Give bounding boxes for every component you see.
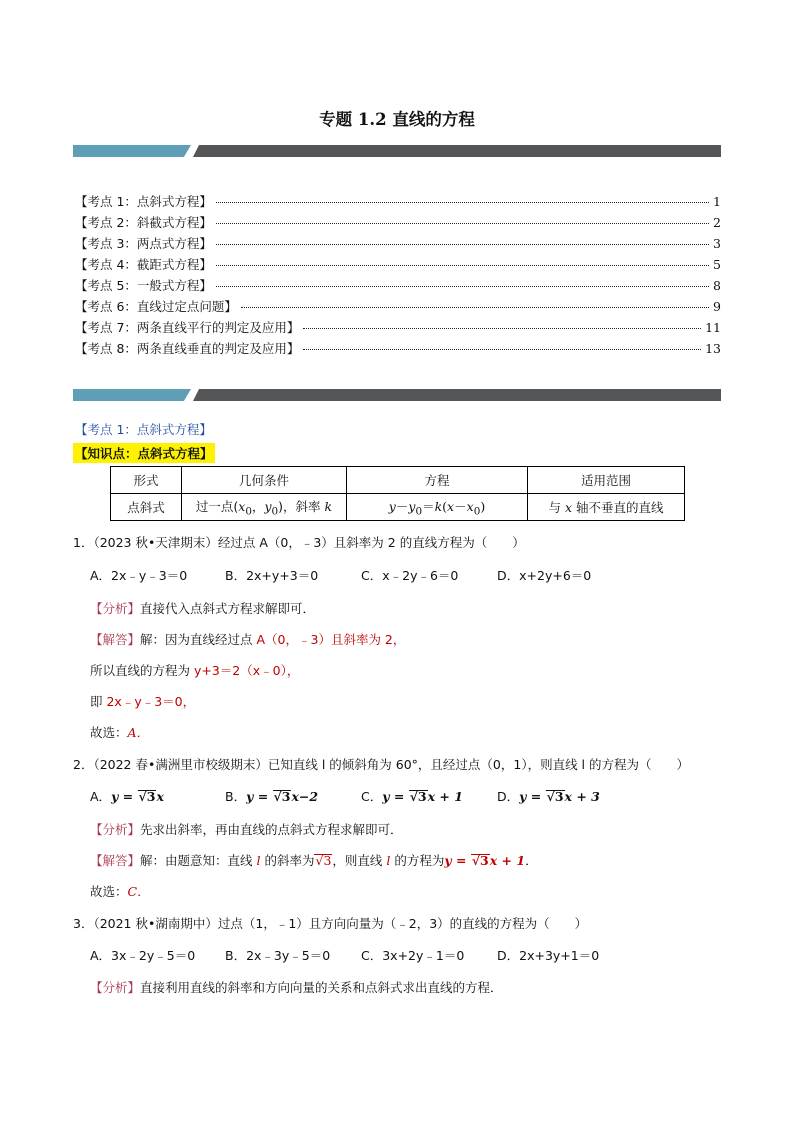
toc-entry[interactable]: 【考点 6：直线过定点问题】 9 <box>75 299 721 314</box>
table-cell-scope: 与 x 轴不垂直的直线 <box>528 494 685 521</box>
question-1-choice: 故选：A． <box>90 725 150 740</box>
question-1-analysis: 【分析】直接代入点斜式方程求解即可． <box>90 601 316 616</box>
question-3-options <box>90 946 599 964</box>
question-1-answer-line3: 即 2x﹣y﹣3＝0， <box>90 694 196 709</box>
toc-entry[interactable]: 【考点 2：斜截式方程】 2 <box>75 215 721 230</box>
table-header: 形式 <box>111 467 182 494</box>
question-2-choice: 故选：C． <box>90 884 150 899</box>
option-c[interactable]: C．3x+2y﹣1＝0 <box>361 948 465 963</box>
table-header: 几何条件 <box>182 467 347 494</box>
knowledge-table <box>110 466 685 521</box>
question-2-analysis: 【分析】先求出斜率，再由直线的点斜式方程求解即可． <box>90 822 403 837</box>
option-d[interactable]: D．x+2y+6＝0 <box>497 568 592 583</box>
question-1-options <box>90 566 591 584</box>
option-b[interactable]: B．y = √3x−2 <box>225 789 319 804</box>
question-1-answer-line2: 所以直线的方程为 y+3＝2（x﹣0）， <box>90 663 300 678</box>
question-2-options <box>90 787 600 805</box>
option-c[interactable]: C．y = √3x + 1 <box>361 789 463 804</box>
knowledge-point-label: 【知识点：点斜式方程】 <box>73 443 215 463</box>
question-3-analysis: 【分析】直接利用直线的斜率和方向向量的关系和点斜式求出直线的方程． <box>90 980 503 995</box>
table-cell-form: 点斜式 <box>111 494 182 521</box>
option-c[interactable]: C．x﹣2y﹣6＝0 <box>361 568 459 583</box>
table-cell-condition: 过一点($x_0$，$y_0$)，斜率 k <box>182 494 347 521</box>
toc-entry[interactable]: 【考点 5：一般式方程】 8 <box>75 278 721 293</box>
toc-entry[interactable]: 【考点 4：截距式方程】 5 <box>75 257 721 272</box>
table-of-contents <box>75 192 721 360</box>
question-1-stem: 1．（2023 秋•天津期末）经过点 A（0，﹣3）且斜率为 2 的直线方程为（ ） <box>73 535 525 550</box>
toc-entry[interactable]: 【考点 8：两条直线垂直的判定及应用】 13 <box>75 341 721 356</box>
table-header: 适用范围 <box>528 467 685 494</box>
option-b[interactable]: B．2x﹣3y﹣5＝0 <box>225 948 331 963</box>
option-a[interactable]: A．y = √3x <box>90 789 164 804</box>
option-a[interactable]: A．2x﹣y﹣3＝0 <box>90 568 188 583</box>
page-title: 专题 1.2 直线的方程 <box>319 110 475 129</box>
question-1-answer: 【解答】解：因为直线经过点 A（0，﹣3）且斜率为 2， <box>90 632 406 647</box>
option-a[interactable]: A．3x﹣2y﹣5＝0 <box>90 948 196 963</box>
table-cell-equation: $y-y_0=k(x-x_0)$ <box>347 494 528 521</box>
title-divider-bar <box>73 145 721 157</box>
section-divider-bar <box>73 389 721 401</box>
question-3-stem: 3．（2021 秋•湖南期中）过点（1，﹣1）且方向向量为（﹣2，3）的直线的方程为（ ） <box>73 916 588 931</box>
option-d[interactable]: D．2x+3y+1＝0 <box>497 948 600 963</box>
option-d[interactable]: D．y = √3x + 3 <box>497 789 600 804</box>
table-header: 方程 <box>347 467 528 494</box>
toc-entry[interactable]: 【考点 7：两条直线平行的判定及应用】 11 <box>75 320 721 335</box>
section-heading: 【考点 1：点斜式方程】 <box>75 422 212 437</box>
question-2-answer: 【解答】解：由题意知：直线 l 的斜率为√3，则直线 l 的方程为y = √3x + 1． <box>90 853 538 868</box>
question-2-stem: 2．（2022 春•满洲里市校级期末）已知直线 l 的倾斜角为 60°，且经过点（0，1），则直线 l 的方程为（ ） <box>73 757 689 772</box>
toc-entry[interactable]: 【考点 1：点斜式方程】 1 <box>75 194 721 209</box>
option-b[interactable]: B．2x+y+3＝0 <box>225 568 319 583</box>
toc-entry[interactable]: 【考点 3：两点式方程】 3 <box>75 236 721 251</box>
